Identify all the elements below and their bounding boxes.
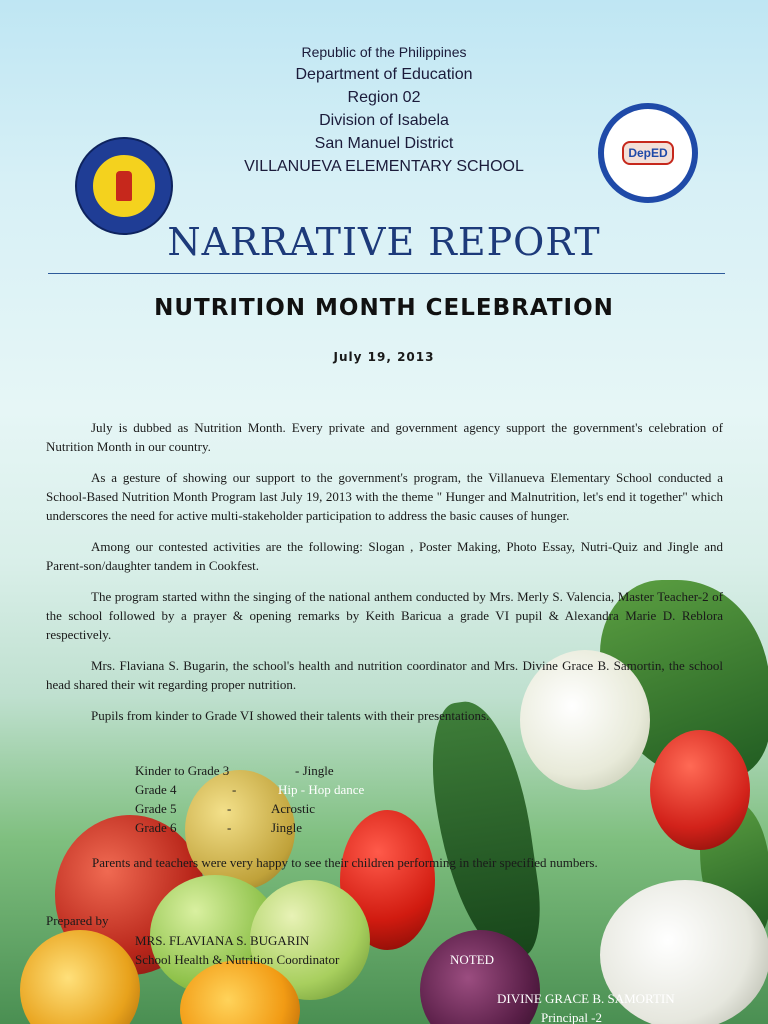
grade-label: Grade 4 (135, 782, 177, 797)
grade-label: Grade 6 (135, 820, 177, 835)
header-region: Region 02 (347, 89, 421, 106)
header-school: VILLANUEVA ELEMENTARY SCHOOL (244, 158, 524, 175)
presentation-item: Acrostic (271, 801, 316, 816)
dash: - (227, 820, 232, 835)
header-division: Division of Isabela (319, 112, 449, 129)
paragraph: July is dubbed as Nutrition Month. Every private and government agency support the government's celebration of Nutrition Month in our country. (46, 420, 723, 454)
header-district: San Manuel District (314, 135, 454, 152)
report-title: NARRATIVE REPORT (167, 220, 601, 264)
noted-by-role: Principal -2 (541, 1010, 603, 1024)
report-date: July 19, 2013 (333, 350, 435, 364)
pepper-decoration (650, 730, 750, 850)
paragraph: Mrs. Flaviana S. Bugarin, the school's health and nutrition coordinator and Mrs. Divine Grace B. Samortin, the school head shared their wit regarding proper nutrition. (46, 658, 723, 692)
paragraph: As a gesture of showing our support to the government's program, the Villanueva Elementary School conducted a School-Based Nutrition Month Program last July 19, 2013 with the theme " Hunger and Malnutrition, let's end it together" which underscores the need for active multi-stakeholder participation to address the basic causes of hunger. (46, 470, 723, 523)
grade-label: Kinder to Grade 3 (135, 763, 230, 778)
presentation-item: - Jingle (295, 763, 334, 778)
paragraph: The program started withn the singing of the national anthem conducted by Mrs. Merly S. Valencia, Master Teacher-2 of the school followed by a prayer & opening remarks by Keith Baricua a grade VI pupil & Alexandra Marie D. Reblora respectively. (46, 589, 723, 642)
prepared-by-name: MRS. FLAVIANA S. BUGARIN (135, 933, 310, 948)
paragraph: Pupils from kinder to Grade VI showed their talents with their presentations. (91, 708, 490, 723)
dash: - (232, 782, 237, 797)
report-body (46, 418, 723, 737)
prepared-by-label: Prepared by (46, 913, 109, 928)
noted-label: NOTED (450, 952, 495, 967)
dash: - (227, 801, 232, 816)
noted-by-name: DIVINE GRACE B. SAMORTIN (497, 991, 675, 1006)
deped-badge: DepED (622, 141, 673, 165)
paragraph: Among our contested activities are the following: Slogan , Poster Making, Photo Essay, Nutri-Quiz and Jingle and Parent-son/daughter tandem in Cookfest. (46, 539, 723, 573)
presentation-item: Jingle (271, 820, 303, 835)
header-republic: Republic of the Philippines (301, 44, 467, 60)
title-divider (48, 273, 725, 274)
closing-paragraph: Parents and teachers were very happy to see their children performing in their specified numbers. (92, 855, 598, 870)
prepared-by-role: School Health & Nutrition Coordinator (135, 952, 340, 967)
grade-label: Grade 5 (135, 801, 177, 816)
header-department: Department of Education (295, 66, 473, 83)
presentation-item: Hip - Hop dance (278, 782, 365, 797)
report-subtitle: NUTRITION MONTH CELEBRATION (154, 295, 614, 321)
